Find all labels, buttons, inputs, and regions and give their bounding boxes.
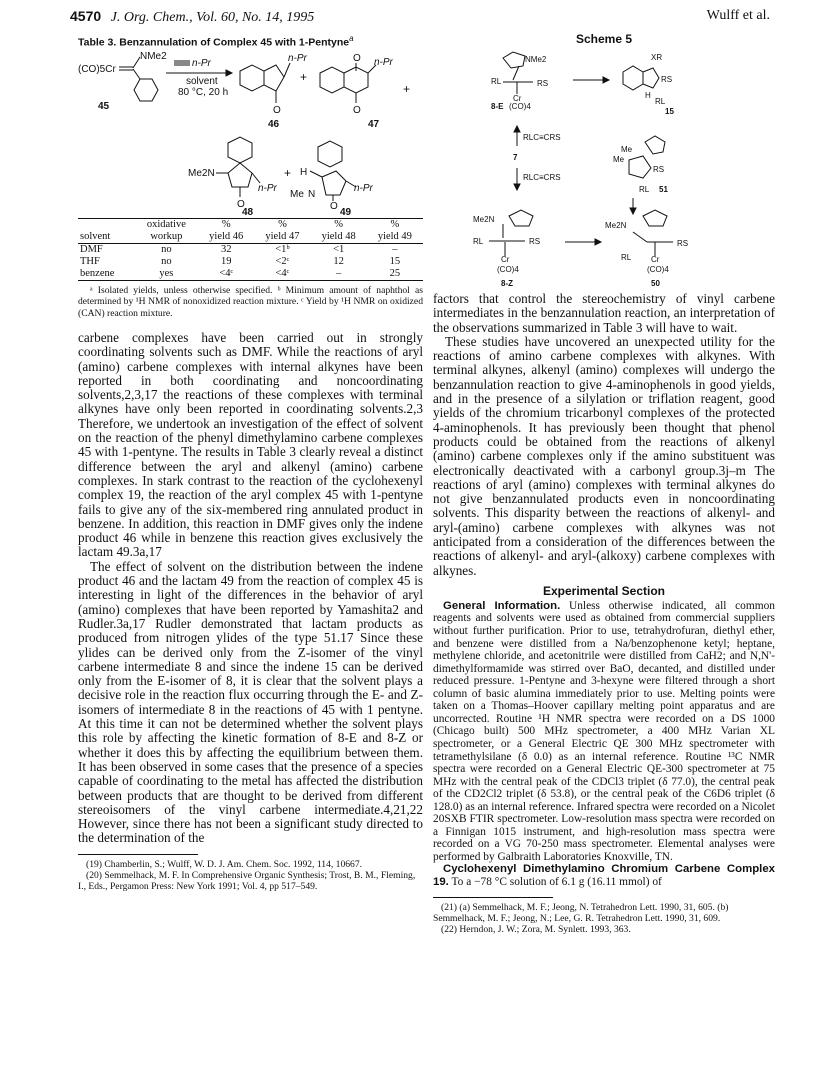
co5cr-label: (CO)5Cr [78, 63, 116, 75]
npr-47: n-Pr [374, 56, 393, 68]
reference-entry: (21) (a) Semmelhack, M. F.; Jeong, N. Tetrahedron Lett. 1990, 31, 605. (b) Semmelhack, M. F.; Jeong, N.; Lee, G. R. Tetrahedron Lett. 1990, 31, 609. [433, 901, 729, 924]
svg-text:RLC≡CRS: RLC≡CRS [523, 133, 561, 142]
svg-text:NMe2: NMe2 [525, 55, 547, 64]
svg-text:+: + [403, 81, 411, 96]
running-header [70, 8, 770, 28]
label-47: 47 [368, 118, 380, 130]
svg-text:RS: RS [529, 237, 541, 246]
svg-text:RS: RS [537, 79, 549, 88]
table-row: THF no 19 <2ᶜ 12 15 [80, 255, 401, 267]
reference-entry: (19) Chamberlin, S.; Wulff, W. D. J. Am. Chem. Soc. 1992, 114, 10667. [86, 858, 363, 870]
page-number: 4570 [70, 8, 102, 24]
table-row: benzene yes <4ᶜ <4ᶜ – 25 [78, 268, 423, 281]
table-caption: Table 3. Benzannulation of Complex 45 with 1-Pentyne$^a$ [78, 34, 354, 49]
svg-text:O: O [330, 200, 338, 212]
svg-text:RL: RL [655, 97, 666, 106]
section-heading: Experimental Section [542, 583, 666, 598]
me-label: Me [290, 188, 304, 200]
svg-text:RL: RL [491, 77, 502, 86]
svg-text:H: H [645, 91, 651, 100]
svg-text:O: O [353, 52, 361, 64]
label-46: 46 [268, 118, 280, 130]
svg-text:Me: Me [621, 145, 633, 154]
svg-text:Me2N: Me2N [605, 221, 627, 230]
svg-text:O: O [237, 198, 245, 210]
reagent-label: n-Pr [192, 57, 211, 69]
left-column [78, 32, 423, 892]
label-50: 50 [651, 279, 660, 288]
svg-text:RLC≡CRS: RLC≡CRS [523, 173, 561, 182]
svg-text:RL: RL [621, 253, 632, 262]
label-8z: 8-Z [501, 279, 513, 288]
table-footnote: ᵃ Isolated yields, unless otherwise specified. ᵇ Minimum amount of naphthol as determined by ¹H NMR of nonoxidized reaction mixture. ᶜ Yield by ¹H NMR on oxidized (CAN) reaction mixture. [78, 284, 423, 319]
table3-scheme [78, 51, 423, 216]
me2n-label: Me2N [188, 167, 215, 179]
label-45: 45 [98, 100, 110, 112]
npr-49: n-Pr [354, 182, 373, 194]
svg-text:RS: RS [661, 75, 673, 84]
label-7: 7 [513, 153, 518, 162]
svg-text:Cr: Cr [651, 255, 660, 264]
running-authors: Wulff et al. [706, 8, 770, 23]
svg-text:(CO)4: (CO)4 [497, 265, 519, 274]
reference-entry: (20) Semmelhack, M. F. In Comprehensive Organic Synthesis; Trost, B. M., Fleming, I., Eds., Pergamon Press: New York 1991; Vol. 4, pp 517–549. [78, 869, 416, 893]
svg-text:RS: RS [677, 239, 689, 248]
right-column [433, 32, 775, 935]
scheme-title: Scheme 5 [575, 32, 633, 46]
label-8e: 8-E [491, 102, 504, 111]
svg-text:Cr: Cr [501, 255, 510, 264]
table-header-row: solvent workup yield 46 yield 47 yield 48 yield 49 [78, 231, 423, 244]
body-paragraph: factors that control the stereochemistry of vinyl carbene intermediates in the benzannulation reaction, an interpretation of the observations summarized in Table 3 will have to wait. [433, 291, 775, 335]
nme2-label: NMe2 [140, 50, 167, 62]
label-51: 51 [659, 185, 668, 194]
solvent-label: solvent [186, 75, 218, 87]
journal-citation: J. Org. Chem., Vol. 60, No. 14, 1995 [110, 10, 315, 25]
svg-text:XR: XR [651, 53, 663, 62]
table-header-row: oxidative % % % % [78, 218, 423, 231]
npr-46: n-Pr [288, 52, 307, 64]
conditions-label: 80 °C, 20 h [178, 86, 229, 98]
references-right [433, 897, 729, 936]
references-left [78, 854, 416, 893]
body-paragraph: The effect of solvent on the distribution between the indene product 46 and the lactam 49 from the reaction of complex 45 is interesting in light of the differences in the behavior of aryl (amino) complexes that have been reported by Yamashita2 and Rudler.3a,17 Rudler demonstrated that lactam products as produced from nitrogen ylides of the type 51.17 Since these ylides can be derived only from the Z-isomer of the vinyl carbene intermediate 8 and since the indene 15 can be derived only from the E-isomer of 8, it is clear that the solvent plays a decisive role in the reaction flux occurring through the E- and Z-isomers of intermediate 8 in the reactions of 45 with 1 pentyne. At this time it can not be determined whether the solvent plays this role by affecting the kinetic formation of 8-E and 8-Z or whether it does this by affecting the equilibrium between them. It has been observed in some cases that the presence of a species capable of coordinating to the metal has affected the distribution between products that are thought to be derived from different stereoisomers of the vinyl carbene intermediate.4,21,22 However, since there has not been a significant study directed to the determination of the [78, 558, 423, 846]
svg-text:O: O [273, 104, 281, 116]
body-paragraph: carbene complexes have been carried out in strongly coordinating solvents such as DMF. While the reactions of aryl (amino) carbene complexes with internal alkynes have been reported in both coordinating and noncoordinating solvents,2,3,17 the reactions of these complexes with terminal alkynes have only been reported in coordinating solvents.2,3 Therefore, we undertook an investigation of the effect of solvent on the reaction of the phenyl dimethylamino carbene complexes 45 with 1-pentyne. The results in Table 3 clearly reveal a distinct difference between the aryl and alkenyl (amino) carbene complexes. In stark contrast to the reaction of the cyclohexenyl complex 19, the reaction of the aryl complex 45 with 1-pentyne fails to give any of the six-membered ring annulated product in benzene. In addition, this reaction in DMF gives only the indene product 46 while in benzene this reaction gives exclusively the lactam 49.3a,17 [78, 330, 423, 560]
scheme5-figure [433, 46, 775, 292]
svg-text:+: + [300, 69, 308, 84]
svg-text:RL: RL [473, 237, 484, 246]
table-row: DMF no 32 <1ᵇ <1 – [80, 243, 398, 255]
table3-data [78, 218, 423, 281]
body-paragraph: These studies have uncovered an unexpected utility for the reactions of amino carbene complexes with alkynes. With terminal alkynes, alkenyl (amino) complexes will undergo the benzannulation reaction to give 4-aminophenols in good yields, and in the presence of a silylation or triflation reagent, good yields of the chromium tricarbonyl complexes of the protected 4-aminophenols. It has previously been thought that phenol products could be obtained from the reactions of alkenyl (amino) carbene complexes only if the amino substituent was electronically deactivated with a carbonyl group.3j–m The reactions of aryl (amino) complexes with terminal alkynes do not give benzannulated products even in noncoordinating solvents. This disparity between the reactions of alkenyl- and aryl-(amino) carbene complexes with alkynes was not anticipated from a consideration of the differences between the reactions of alkenyl- and aryl-(alkoxy) carbene complexes with alkynes. [433, 333, 775, 578]
svg-text:Me: Me [613, 155, 625, 164]
svg-text:Cr: Cr [513, 94, 522, 103]
experimental-paragraph: General Information. Unless otherwise indicated, all common reagents and solvents were used as obtained from commercial suppliers without further purification. Prior to use, tetrahydrofuran, diethyl ether, and benzene were distilled from a Na/benzophenone ketyl; heptane, methylene chloride, and acetonitrile were distilled from CaH2; and N,N'-dimethylformamide was stirred over BaO, decanted, and distilled under reduced pressure. 1-Pentyne and 3-hexyne were filtered through a short column of basic alumina immediately prior to use. Melting points were taken on a Thomas–Hoover capillary melting point apparatus and are uncorrected. Routine ¹H NMR spectra were recorded on a DS 1000 (Chicago built) 500 MHz spectrometer, a 400 MHz Varian XL spectrometer, or a General Electric QE 300 MHz spectrometer with tetramethylsilane (δ 0.0) as an internal reference. Routine ¹³C NMR spectra were recorded on a General Electric QE-300 spectrometer at 75 MHz with the central peak of the CDCl3 triplet (δ 77.0), the central peak of the CD2Cl2 triplet (δ 53.8), or the central peak of the C6D6 triplet (δ 128.0) as an internal reference. Infrared spectra were recorded on a Nicolet 20SXB FTIR spectrometer. Low-resolution mass spectra were recorded on a Finnigan 1015 instrument, and high-resolution mass spectra were recorded on a VG 70-250 mass spectrometer. Elemental analyses were performed by Galbraith Laboratories Knoxville, TN. [433, 599, 775, 863]
svg-text:(CO)4: (CO)4 [647, 265, 669, 274]
svg-text:Me2N: Me2N [473, 215, 495, 224]
svg-text:RS: RS [653, 165, 665, 174]
reference-entry: (22) Herndon, J. W.; Zora, M. Synlett. 1993, 363. [441, 923, 631, 935]
label-15: 15 [665, 107, 674, 116]
svg-text:O: O [353, 104, 361, 116]
experimental-paragraph: Cyclohexenyl Dimethylamino Chromium Carbene Complex 19. To a −78 °C solution of 6.1 g (16.11 mmol) of [433, 863, 775, 888]
svg-text:RL: RL [639, 185, 650, 194]
svg-text:(CO)4: (CO)4 [509, 102, 531, 111]
label-49: 49 [340, 206, 352, 216]
label-48: 48 [242, 206, 254, 216]
svg-text:+: + [284, 165, 292, 180]
svg-text:N: N [308, 188, 316, 200]
h-label: H [300, 166, 308, 178]
npr-48: n-Pr [258, 182, 277, 194]
